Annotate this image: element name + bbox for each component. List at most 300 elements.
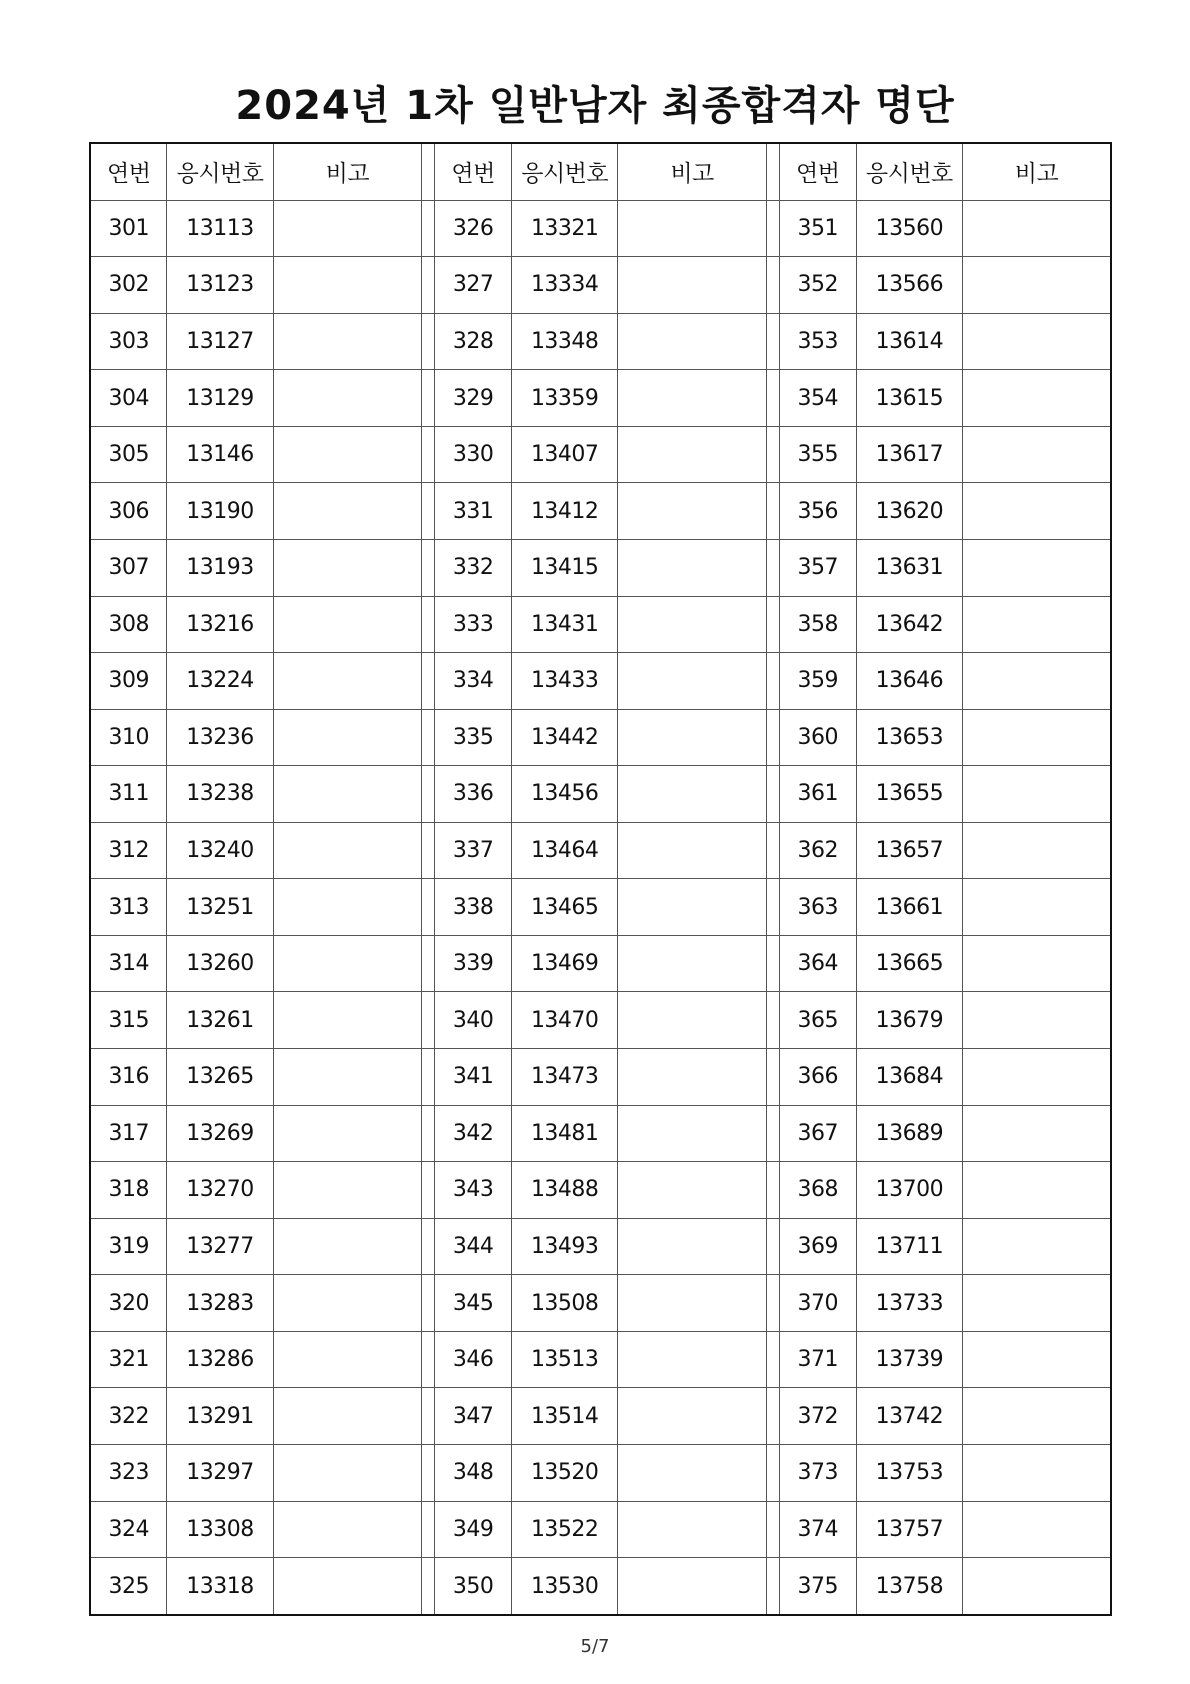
column-gap <box>422 1162 435 1219</box>
seq-cell: 319 <box>90 1218 167 1275</box>
column-gap <box>422 653 435 710</box>
note-cell <box>962 257 1111 314</box>
column-gap <box>766 653 779 710</box>
note-cell <box>273 596 421 653</box>
header-seq: 연번 <box>90 143 167 200</box>
exam-no-cell: 13286 <box>167 1331 273 1388</box>
column-gap <box>766 257 779 314</box>
exam-no-cell: 13334 <box>512 257 618 314</box>
table-row <box>90 1049 1111 1106</box>
header-seq: 연번 <box>435 143 512 200</box>
column-gap <box>766 483 779 540</box>
note-cell <box>618 822 766 879</box>
note-cell <box>273 1444 421 1501</box>
exam-no-cell: 13265 <box>167 1049 273 1106</box>
note-cell <box>618 709 766 766</box>
exam-no-cell: 13520 <box>512 1444 618 1501</box>
note-cell <box>618 1558 766 1615</box>
seq-cell: 361 <box>779 766 856 823</box>
table-row <box>90 539 1111 596</box>
exam-no-cell: 13614 <box>856 313 962 370</box>
exam-no-cell: 13216 <box>167 596 273 653</box>
table-row <box>90 1558 1111 1615</box>
exam-no-cell: 13617 <box>856 426 962 483</box>
seq-cell: 313 <box>90 879 167 936</box>
seq-cell: 364 <box>779 935 856 992</box>
seq-cell: 355 <box>779 426 856 483</box>
note-cell <box>962 1558 1111 1615</box>
seq-cell: 339 <box>435 935 512 992</box>
column-gap <box>766 709 779 766</box>
note-cell <box>962 1388 1111 1445</box>
exam-no-cell: 13473 <box>512 1049 618 1106</box>
note-cell <box>618 426 766 483</box>
column-gap <box>422 1558 435 1615</box>
table-row <box>90 709 1111 766</box>
seq-cell: 374 <box>779 1501 856 1558</box>
seq-cell: 370 <box>779 1275 856 1332</box>
column-gap <box>422 822 435 879</box>
seq-cell: 352 <box>779 257 856 314</box>
seq-cell: 359 <box>779 653 856 710</box>
column-gap <box>422 1331 435 1388</box>
exam-no-cell: 13739 <box>856 1331 962 1388</box>
header-exam-no: 응시번호 <box>512 143 618 200</box>
seq-cell: 306 <box>90 483 167 540</box>
exam-no-cell: 13661 <box>856 879 962 936</box>
column-gap <box>422 879 435 936</box>
exam-no-cell: 13193 <box>167 539 273 596</box>
note-cell <box>273 766 421 823</box>
note-cell <box>962 1218 1111 1275</box>
note-cell <box>273 935 421 992</box>
seq-cell: 372 <box>779 1388 856 1445</box>
column-gap <box>422 313 435 370</box>
seq-cell: 314 <box>90 935 167 992</box>
note-cell <box>273 653 421 710</box>
seq-cell: 342 <box>435 1105 512 1162</box>
column-gap <box>766 596 779 653</box>
table-row <box>90 935 1111 992</box>
table-row <box>90 653 1111 710</box>
column-gap <box>766 1049 779 1106</box>
note-cell <box>273 1218 421 1275</box>
note-cell <box>273 822 421 879</box>
column-gap <box>766 539 779 596</box>
column-gap <box>766 879 779 936</box>
note-cell <box>618 1105 766 1162</box>
table-row <box>90 313 1111 370</box>
seq-cell: 354 <box>779 370 856 427</box>
seq-cell: 335 <box>435 709 512 766</box>
note-cell <box>618 1501 766 1558</box>
seq-cell: 330 <box>435 426 512 483</box>
seq-cell: 322 <box>90 1388 167 1445</box>
exam-no-cell: 13508 <box>512 1275 618 1332</box>
seq-cell: 337 <box>435 822 512 879</box>
seq-cell: 318 <box>90 1162 167 1219</box>
note-cell <box>273 1049 421 1106</box>
note-cell <box>962 1331 1111 1388</box>
exam-no-cell: 13291 <box>167 1388 273 1445</box>
note-cell <box>273 1558 421 1615</box>
exam-no-cell: 13522 <box>512 1501 618 1558</box>
note-cell <box>618 596 766 653</box>
seq-cell: 351 <box>779 200 856 257</box>
exam-no-cell: 13269 <box>167 1105 273 1162</box>
column-gap <box>766 1331 779 1388</box>
table-row <box>90 257 1111 314</box>
note-cell <box>273 1331 421 1388</box>
column-gap <box>422 1444 435 1501</box>
table-row <box>90 879 1111 936</box>
exam-no-cell: 13236 <box>167 709 273 766</box>
seq-cell: 334 <box>435 653 512 710</box>
exam-no-cell: 13464 <box>512 822 618 879</box>
exam-no-cell: 13348 <box>512 313 618 370</box>
exam-no-cell: 13113 <box>167 200 273 257</box>
exam-no-cell: 13407 <box>512 426 618 483</box>
header-seq: 연번 <box>779 143 856 200</box>
column-gap <box>422 596 435 653</box>
note-cell <box>273 257 421 314</box>
column-gap <box>422 426 435 483</box>
column-gap <box>766 1275 779 1332</box>
seq-cell: 366 <box>779 1049 856 1106</box>
seq-cell: 371 <box>779 1331 856 1388</box>
seq-cell: 305 <box>90 426 167 483</box>
table-row <box>90 822 1111 879</box>
seq-cell: 326 <box>435 200 512 257</box>
exam-no-cell: 13442 <box>512 709 618 766</box>
note-cell <box>962 1275 1111 1332</box>
column-gap <box>422 483 435 540</box>
exam-no-cell: 13560 <box>856 200 962 257</box>
exam-no-cell: 13277 <box>167 1218 273 1275</box>
column-gap <box>766 426 779 483</box>
table-row <box>90 992 1111 1049</box>
note-cell <box>962 370 1111 427</box>
exam-no-cell: 13261 <box>167 992 273 1049</box>
seq-cell: 369 <box>779 1218 856 1275</box>
seq-cell: 350 <box>435 1558 512 1615</box>
header-exam-no: 응시번호 <box>856 143 962 200</box>
column-gap <box>422 992 435 1049</box>
column-gap <box>766 1558 779 1615</box>
header-note: 비고 <box>273 143 421 200</box>
exam-no-cell: 13238 <box>167 766 273 823</box>
exam-no-cell: 13415 <box>512 539 618 596</box>
exam-no-cell: 13566 <box>856 257 962 314</box>
exam-no-cell: 13359 <box>512 370 618 427</box>
column-gap <box>422 1388 435 1445</box>
table-row <box>90 1331 1111 1388</box>
exam-no-cell: 13283 <box>167 1275 273 1332</box>
column-gap <box>422 1049 435 1106</box>
seq-cell: 317 <box>90 1105 167 1162</box>
seq-cell: 324 <box>90 1501 167 1558</box>
note-cell <box>618 257 766 314</box>
seq-cell: 304 <box>90 370 167 427</box>
note-cell <box>618 935 766 992</box>
seq-cell: 360 <box>779 709 856 766</box>
exam-no-cell: 13146 <box>167 426 273 483</box>
note-cell <box>273 313 421 370</box>
seq-cell: 333 <box>435 596 512 653</box>
exam-no-cell: 13742 <box>856 1388 962 1445</box>
exam-no-cell: 13711 <box>856 1218 962 1275</box>
exam-no-cell: 13412 <box>512 483 618 540</box>
note-cell <box>618 1331 766 1388</box>
exam-no-cell: 13615 <box>856 370 962 427</box>
exam-no-cell: 13321 <box>512 200 618 257</box>
column-gap <box>766 935 779 992</box>
seq-cell: 356 <box>779 483 856 540</box>
note-cell <box>273 1388 421 1445</box>
exam-no-cell: 13655 <box>856 766 962 823</box>
column-gap <box>766 766 779 823</box>
note-cell <box>618 992 766 1049</box>
note-cell <box>962 653 1111 710</box>
seq-cell: 365 <box>779 992 856 1049</box>
seq-cell: 338 <box>435 879 512 936</box>
column-gap <box>766 1218 779 1275</box>
exam-no-cell: 13190 <box>167 483 273 540</box>
seq-cell: 307 <box>90 539 167 596</box>
seq-cell: 341 <box>435 1049 512 1106</box>
note-cell <box>273 426 421 483</box>
exam-no-cell: 13251 <box>167 879 273 936</box>
column-gap <box>766 992 779 1049</box>
column-gap <box>422 709 435 766</box>
header-row <box>90 143 1111 200</box>
seq-cell: 368 <box>779 1162 856 1219</box>
seq-cell: 301 <box>90 200 167 257</box>
note-cell <box>618 200 766 257</box>
seq-cell: 310 <box>90 709 167 766</box>
note-cell <box>618 370 766 427</box>
seq-cell: 362 <box>779 822 856 879</box>
exam-no-cell: 13684 <box>856 1049 962 1106</box>
seq-cell: 328 <box>435 313 512 370</box>
note-cell <box>273 1105 421 1162</box>
column-gap <box>766 1444 779 1501</box>
note-cell <box>962 200 1111 257</box>
seq-cell: 348 <box>435 1444 512 1501</box>
seq-cell: 343 <box>435 1162 512 1219</box>
seq-cell: 375 <box>779 1558 856 1615</box>
table-row <box>90 483 1111 540</box>
note-cell <box>962 709 1111 766</box>
note-cell <box>962 1444 1111 1501</box>
note-cell <box>618 313 766 370</box>
note-cell <box>962 992 1111 1049</box>
note-cell <box>618 483 766 540</box>
note-cell <box>273 879 421 936</box>
header-note: 비고 <box>962 143 1111 200</box>
note-cell <box>273 1275 421 1332</box>
exam-no-cell: 13679 <box>856 992 962 1049</box>
seq-cell: 323 <box>90 1444 167 1501</box>
seq-cell: 347 <box>435 1388 512 1445</box>
column-gap <box>422 1218 435 1275</box>
table-row <box>90 766 1111 823</box>
seq-cell: 367 <box>779 1105 856 1162</box>
seq-cell: 345 <box>435 1275 512 1332</box>
exam-no-cell: 13642 <box>856 596 962 653</box>
column-gap <box>422 935 435 992</box>
seq-cell: 325 <box>90 1558 167 1615</box>
exam-no-cell: 13757 <box>856 1501 962 1558</box>
header-exam-no: 응시번호 <box>167 143 273 200</box>
note-cell <box>618 1049 766 1106</box>
note-cell <box>273 200 421 257</box>
note-cell <box>962 1162 1111 1219</box>
exam-no-cell: 13481 <box>512 1105 618 1162</box>
table-row <box>90 1388 1111 1445</box>
seq-cell: 349 <box>435 1501 512 1558</box>
header-note: 비고 <box>618 143 766 200</box>
table-row <box>90 1501 1111 1558</box>
exam-no-cell: 13308 <box>167 1501 273 1558</box>
results-table <box>89 142 1112 1616</box>
seq-cell: 336 <box>435 766 512 823</box>
column-gap <box>422 1275 435 1332</box>
exam-no-cell: 13433 <box>512 653 618 710</box>
exam-no-cell: 13488 <box>512 1162 618 1219</box>
note-cell <box>962 1501 1111 1558</box>
column-gap <box>766 1501 779 1558</box>
exam-no-cell: 13513 <box>512 1331 618 1388</box>
note-cell <box>962 879 1111 936</box>
note-cell <box>618 1388 766 1445</box>
column-gap <box>422 257 435 314</box>
column-gap <box>422 1501 435 1558</box>
seq-cell: 357 <box>779 539 856 596</box>
column-gap <box>766 200 779 257</box>
seq-cell: 311 <box>90 766 167 823</box>
note-cell <box>618 1162 766 1219</box>
column-gap <box>422 143 435 200</box>
exam-no-cell: 13456 <box>512 766 618 823</box>
seq-cell: 312 <box>90 822 167 879</box>
exam-no-cell: 13631 <box>856 539 962 596</box>
exam-no-cell: 13514 <box>512 1388 618 1445</box>
column-gap <box>422 766 435 823</box>
column-gap <box>422 539 435 596</box>
column-gap <box>422 200 435 257</box>
column-gap <box>422 370 435 427</box>
column-gap <box>766 143 779 200</box>
note-cell <box>962 935 1111 992</box>
seq-cell: 363 <box>779 879 856 936</box>
column-gap <box>422 1105 435 1162</box>
exam-no-cell: 13297 <box>167 1444 273 1501</box>
note-cell <box>618 1444 766 1501</box>
note-cell <box>273 709 421 766</box>
seq-cell: 316 <box>90 1049 167 1106</box>
note-cell <box>273 370 421 427</box>
note-cell <box>273 992 421 1049</box>
column-gap <box>766 370 779 427</box>
exam-no-cell: 13270 <box>167 1162 273 1219</box>
seq-cell: 315 <box>90 992 167 1049</box>
exam-no-cell: 13653 <box>856 709 962 766</box>
page-number: 5/7 <box>580 1636 610 1657</box>
exam-no-cell: 13689 <box>856 1105 962 1162</box>
table-row <box>90 1105 1111 1162</box>
seq-cell: 302 <box>90 257 167 314</box>
seq-cell: 329 <box>435 370 512 427</box>
note-cell <box>962 539 1111 596</box>
note-cell <box>273 1501 421 1558</box>
seq-cell: 327 <box>435 257 512 314</box>
note-cell <box>618 766 766 823</box>
exam-no-cell: 13431 <box>512 596 618 653</box>
exam-no-cell: 13469 <box>512 935 618 992</box>
exam-no-cell: 13318 <box>167 1558 273 1615</box>
seq-cell: 332 <box>435 539 512 596</box>
seq-cell: 303 <box>90 313 167 370</box>
column-gap <box>766 1105 779 1162</box>
column-gap <box>766 1388 779 1445</box>
note-cell <box>273 1162 421 1219</box>
table-row <box>90 1444 1111 1501</box>
note-cell <box>618 653 766 710</box>
table-row <box>90 1218 1111 1275</box>
exam-no-cell: 13620 <box>856 483 962 540</box>
exam-no-cell: 13665 <box>856 935 962 992</box>
exam-no-cell: 13470 <box>512 992 618 1049</box>
exam-no-cell: 13493 <box>512 1218 618 1275</box>
note-cell <box>618 539 766 596</box>
seq-cell: 331 <box>435 483 512 540</box>
seq-cell: 373 <box>779 1444 856 1501</box>
exam-no-cell: 13260 <box>167 935 273 992</box>
column-gap <box>766 1162 779 1219</box>
exam-no-cell: 13733 <box>856 1275 962 1332</box>
seq-cell: 346 <box>435 1331 512 1388</box>
exam-no-cell: 13700 <box>856 1162 962 1219</box>
column-gap <box>766 822 779 879</box>
note-cell <box>962 1049 1111 1106</box>
table-row <box>90 370 1111 427</box>
exam-no-cell: 13530 <box>512 1558 618 1615</box>
exam-no-cell: 13224 <box>167 653 273 710</box>
exam-no-cell: 13646 <box>856 653 962 710</box>
seq-cell: 353 <box>779 313 856 370</box>
seq-cell: 344 <box>435 1218 512 1275</box>
note-cell <box>273 483 421 540</box>
table-row <box>90 596 1111 653</box>
seq-cell: 340 <box>435 992 512 1049</box>
seq-cell: 358 <box>779 596 856 653</box>
note-cell <box>618 1218 766 1275</box>
note-cell <box>962 1105 1111 1162</box>
seq-cell: 309 <box>90 653 167 710</box>
seq-cell: 308 <box>90 596 167 653</box>
table-row <box>90 426 1111 483</box>
note-cell <box>273 539 421 596</box>
exam-no-cell: 13127 <box>167 313 273 370</box>
exam-no-cell: 13465 <box>512 879 618 936</box>
table-row <box>90 1275 1111 1332</box>
note-cell <box>962 822 1111 879</box>
note-cell <box>962 596 1111 653</box>
exam-no-cell: 13753 <box>856 1444 962 1501</box>
note-cell <box>618 879 766 936</box>
exam-no-cell: 13758 <box>856 1558 962 1615</box>
